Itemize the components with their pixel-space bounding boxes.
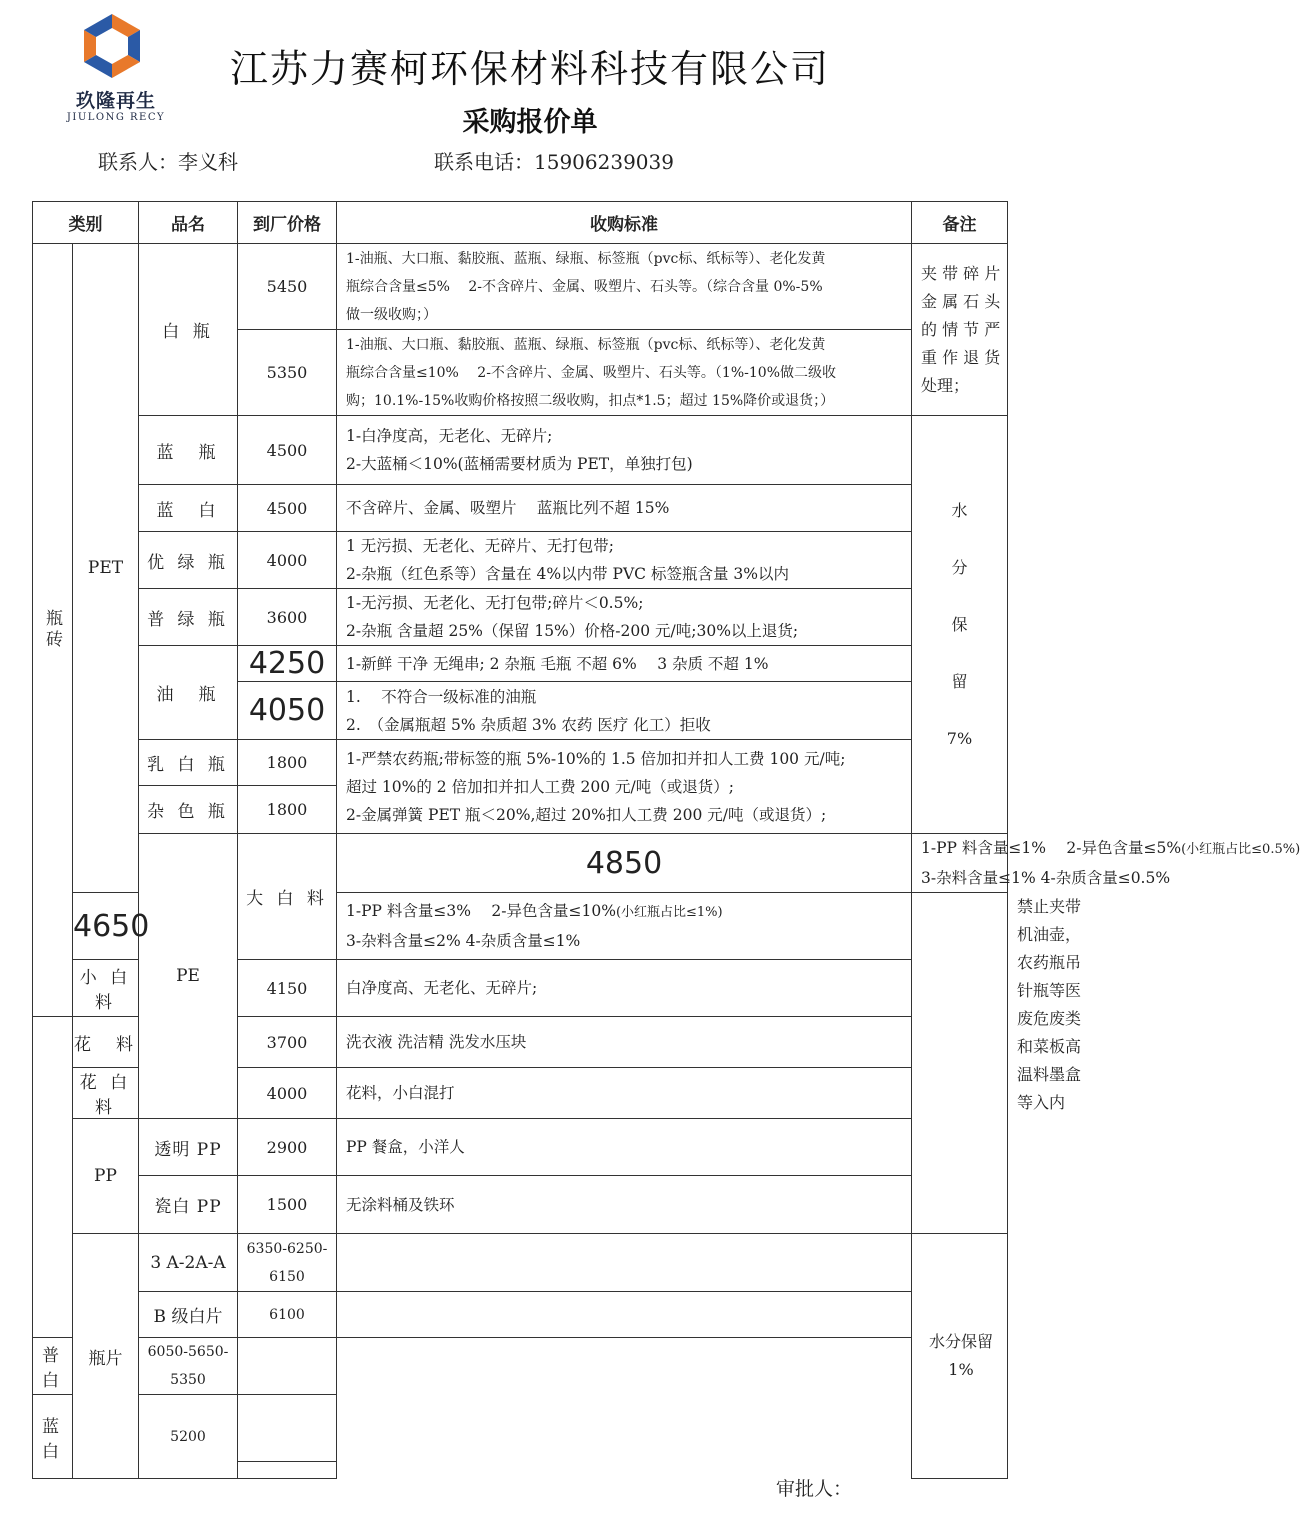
standard-white-bottle-2: 1-油瓶、大口瓶、黏胶瓶、蓝瓶、绿瓶、标签瓶（pvc标、纸标等）、老化发黄 瓶综合含量≤10% 2-不含碎片、金属、吸塑片、石头等。（1%-10%做二级收 购；10.1%-15%收购价格按照二级收购，扣点*1.5；超过 15%降价或退货；） [337,330,912,416]
standard-oil-bottle-1: 1-新鲜 干净 无绳串; 2 杂瓶 毛瓶 不超 6% 3 杂质 不超 1% [337,646,912,682]
price-small-white: 4150 [238,960,337,1017]
standard-clear-pp: PP 餐盒，小洋人 [337,1119,912,1176]
standard-small-white: 白净度高、无老化、无碎片; [337,960,912,1017]
standard-oil-bottle-2: 1. 不符合一级标准的油瓶 2. （金属瓶超 5% 杂质超 3% 农药 医疗 化工）拒收 [337,682,912,740]
table-row [33,1338,1008,1395]
item-clear-pp: 透明 PP [139,1119,238,1176]
standard-grade-b [337,1292,912,1338]
table-row [33,1292,1008,1338]
item-white-bottle: 白 瓶 [139,244,238,416]
table-row [33,740,1008,786]
brand-name-en: JIULONG RECY [66,112,166,123]
price-grade-b: 6100 [238,1292,337,1338]
table-row: PE 大 白 料 4850 1-PP 料含量≤1% 2-异色含量≤5%(小红瓶占比≤0.5%) 3-杂料含量≤1% 4-杂质含量≤0.5% 禁止夹带 机油壶， 农药瓶吊 针瓶等医 废危废类 和菜板高 温料墨盒 等入内 [33,834,1008,893]
price-regular-green: 3600 [238,589,337,646]
contact-person: 联系人：李义科 [98,150,238,174]
standard-regular-green: 1-无污损、无老化、无打包带;碎片＜0.5%; 2-杂瓶 含量超 25%（保留 15%）价格-200 元/吨;30%以上退货; [337,589,912,646]
header-category: 类别 [33,202,139,244]
standard-premium-green: 1 无污损、无老化、无碎片、无打包带; 2-杂瓶（红色系等）含量在 4%以内带 PVC 标签瓶含量 3%以内 [337,532,912,589]
price-premium-green: 4000 [238,532,337,589]
item-small-white: 小 白 料 [73,960,139,1017]
price-flake-blue-white: 5200 [139,1395,238,1479]
table-row [33,1395,1008,1479]
price-big-white-1: 4850 [337,834,912,893]
note-water-7: 水 分 保 留 7% [912,416,1008,834]
approver-label: 审批人： [776,1478,853,1500]
item-grade-b: B 级白片 [139,1292,238,1338]
header-note: 备注 [912,202,1008,244]
item-oil-bottle: 油 瓶 [139,646,238,740]
quote-table [32,201,1300,1479]
item-regular-white: 普 白 [33,1338,73,1395]
item-blue-bottle: 蓝 瓶 [139,416,238,485]
header-name: 品名 [139,202,238,244]
standard-big-white-2: 1-PP 料含量≤3% 2-异色含量≤10%(小红瓶占比≤1%) 3-杂料含量≤2% 4-杂质含量≤1% [337,893,912,960]
price-oil-bottle-1: 4250 [238,646,337,682]
header-price: 到厂价格 [238,202,337,244]
price-regular-white: 6050-5650- 5350 [139,1338,238,1395]
item-blue-white: 蓝 白 [139,485,238,532]
table-row [33,485,1008,532]
page-title: 采购报价单 [462,107,598,138]
standard-flower-white: 花料，小白混打 [337,1068,912,1119]
standard-milk-mixed: 1-严禁农药瓶;带标签的瓶 5%-10%的 1.5 倍加扣并扣人工费 100 元/吨; 超过 10%的 2 倍加扣并扣人工费 200 元/吨（或退货）; 2-金属弹簧 PET 瓶＜20%,超过 20%扣人工费 200 元/吨（或退货）; [337,740,912,834]
table-row [33,532,1008,589]
standard-flake-blue-white [238,1395,337,1479]
table-row [33,1176,1008,1234]
note-empty [912,1176,1008,1234]
price-oil-bottle-2: 4050 [238,682,337,740]
company-name: 江苏力赛柯环保材料科技有限公司 [229,47,830,91]
brand-name-cn: 玖隆再生 [75,90,156,112]
category-pet: PET [73,244,139,893]
table-row [33,589,1008,646]
price-blue-bottle: 4500 [238,416,337,485]
standard-white-bottle-1: 1-油瓶、大口瓶、黏胶瓶、蓝瓶、绿瓶、标签瓶（pvc标、纸标等）、老化发黄 瓶综合含量≤5% 2-不含碎片、金属、吸塑片、石头等。（综合含量 0%-5% 做一级收购；） [337,244,912,330]
price-big-white-2: 4650 [73,893,139,960]
item-flower: 花 料 [73,1017,139,1068]
price-grade-a: 6350-6250- 6150 [238,1234,337,1292]
price-flower-white: 4000 [238,1068,337,1119]
table-header-row [33,202,1008,244]
price-blue-white: 4500 [238,485,337,532]
price-white-bottle-2: 5350 [238,330,337,416]
note-water-1: 水分保留 1% [912,1234,1008,1479]
standard-blue-white: 不含碎片、金属、吸塑片 蓝瓶比列不超 15% [337,485,912,532]
item-mixed-color: 杂 色 瓶 [139,786,238,834]
item-flower-white: 花 白 料 [73,1068,139,1119]
category-pp: PP [73,1119,139,1234]
item-grade-a: 3 A-2A-A [139,1234,238,1292]
company-logo [76,10,148,82]
price-milk-white: 1800 [238,740,337,786]
table-row [33,416,1008,485]
item-big-white: 大 白 料 [238,834,337,960]
group-bottle-brick [33,244,73,1017]
table-row [33,646,1008,682]
contact-phone: 联系电话：15906239039 [434,150,674,174]
category-flakes: 瓶片 [73,1234,139,1479]
standard-blue-bottle: 1-白净度高，无老化、无碎片; 2-大蓝桶＜10%(蓝桶需要材质为 PET，单独打包) [337,416,912,485]
table-row [33,244,1008,330]
price-mixed-color: 1800 [238,786,337,834]
item-regular-green: 普 绿 瓶 [139,589,238,646]
price-clear-pp: 2900 [238,1119,337,1176]
header-standard: 收购标准 [337,202,912,244]
price-white-bottle-1: 5450 [238,244,337,330]
group-bottle-brick-label: 瓶砖 [42,609,62,651]
item-porcelain-pp: 瓷白 PP [139,1176,238,1234]
table-row [33,1234,1008,1292]
group-spacer [33,1017,73,1338]
table-row [33,1119,1008,1176]
item-premium-green: 优 绿 瓶 [139,532,238,589]
item-milk-white: 乳 白 瓶 [139,740,238,786]
logo-mark-icon [76,10,148,82]
standard-porcelain-pp: 无涂料桶及铁环 [337,1176,912,1234]
price-porcelain-pp: 1500 [238,1176,337,1234]
standard-big-white-1: 1-PP 料含量≤1% 2-异色含量≤5%(小红瓶占比≤0.5%) 3-杂料含量≤1% 4-杂质含量≤0.5% [912,834,1008,893]
standard-grade-a [337,1234,912,1292]
standard-flower: 洗衣液 洗洁精 洗发水压块 [337,1017,912,1068]
note-debris-return: 夹 带 碎 片 金 属 石 头 的 情 节 严 重 作 退 货 处理； [912,244,1008,416]
price-flower: 3700 [238,1017,337,1068]
standard-regular-white [238,1338,337,1395]
category-pe: PE [139,834,238,1119]
item-flake-blue-white: 蓝 白 [33,1395,73,1479]
